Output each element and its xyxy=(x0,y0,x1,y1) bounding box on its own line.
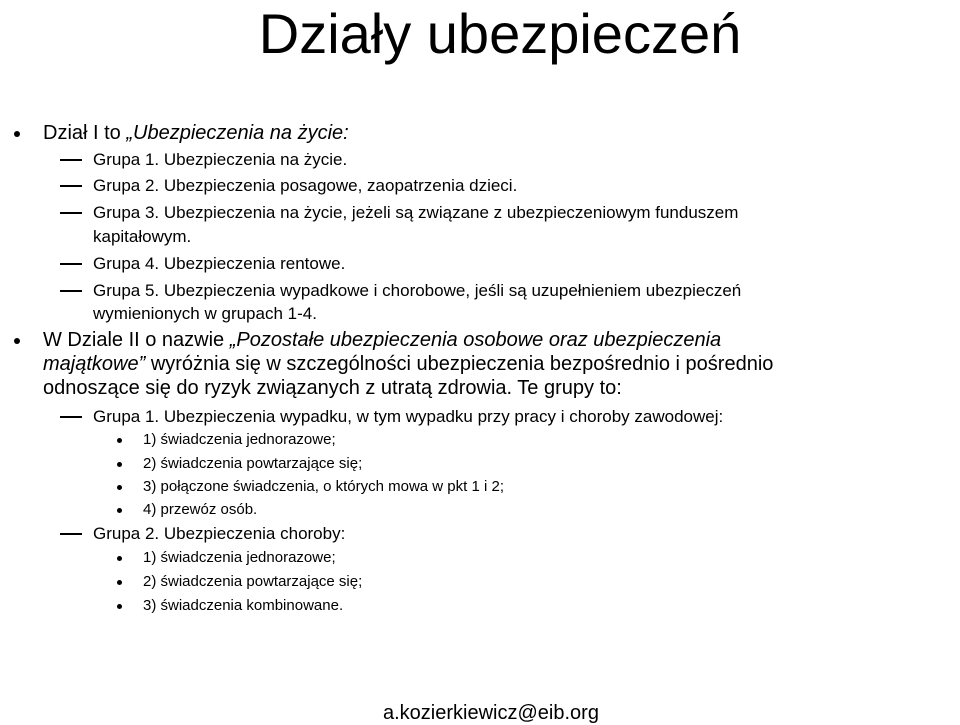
bullet-icon xyxy=(117,438,122,443)
group2-item-1: 1) świadczenia jednorazowe; xyxy=(143,549,336,566)
group-5-line-2: wymienionych w grupach 1-4. xyxy=(93,304,317,323)
section1-prefix: Dział I to xyxy=(43,122,127,144)
footer-email: a.kozierkiewicz@eib.org xyxy=(383,702,599,724)
bullet-icon xyxy=(117,462,122,467)
group1-item-3: 3) połączone świadczenia, o których mowa w pkt 1 i 2; xyxy=(143,478,505,495)
group1-item-2: 2) świadczenia powtarzające się; xyxy=(143,455,363,472)
section2-group-2: Grupa 2. Ubezpieczenia choroby: xyxy=(93,524,346,543)
section2-italic-2: majątkowe” xyxy=(43,353,146,375)
section2-line-1 xyxy=(43,329,721,352)
dash-icon xyxy=(60,416,82,418)
bullet-icon xyxy=(117,580,122,585)
dash-icon xyxy=(60,212,82,214)
group1-item-1: 1) świadczenia jednorazowe; xyxy=(143,431,336,448)
section2-prefix: W Dziale II o nazwie xyxy=(43,329,230,351)
bullet-icon xyxy=(117,485,122,490)
group2-item-3: 3) świadczenia kombinowane. xyxy=(143,597,344,614)
dash-icon xyxy=(60,185,82,187)
bullet-icon xyxy=(14,131,20,137)
group1-item-4: 4) przewóz osób. xyxy=(143,501,258,518)
bullet-icon xyxy=(117,556,122,561)
dash-icon xyxy=(60,159,82,161)
section2-line-3: odnoszące się do ryzyk związanych z utratą zdrowia. Te grupy to: xyxy=(43,377,622,399)
group-4-line: Grupa 4. Ubezpieczenia rentowe. xyxy=(93,254,346,273)
group2-item-2: 2) świadczenia powtarzające się; xyxy=(143,573,363,590)
group-2-line: Grupa 2. Ubezpieczenia posagowe, zaopatrzenia dzieci. xyxy=(93,176,518,195)
group-3-line-1: Grupa 3. Ubezpieczenia na życie, jeżeli są związane z ubezpieczeniowym funduszem xyxy=(93,203,739,222)
section1-italic: „Ubezpieczenia na życie: xyxy=(126,122,349,144)
slide-title: Działy ubezpieczeń xyxy=(258,2,742,65)
bullet-icon xyxy=(14,338,20,344)
section2-line-2 xyxy=(43,353,773,376)
group-5-line-1: Grupa 5. Ubezpieczenia wypadkowe i chorobowe, jeśli są uzupełnieniem ubezpieczeń xyxy=(93,281,742,300)
section1-heading xyxy=(43,122,349,145)
section2-italic-1: „Pozostałe ubezpieczenia osobowe oraz ubezpieczenia xyxy=(229,329,722,351)
bullet-icon xyxy=(117,508,122,513)
section2-line2-rest: wyróżnia się w szczególności ubezpieczenia bezpośrednio i pośrednio xyxy=(145,353,774,375)
group-1-line: Grupa 1. Ubezpieczenia na życie. xyxy=(93,150,348,169)
group-3-line-2: kapitałowym. xyxy=(93,227,192,246)
dash-icon xyxy=(60,533,82,535)
bullet-icon xyxy=(117,604,122,609)
dash-icon xyxy=(60,290,82,292)
section2-group-1: Grupa 1. Ubezpieczenia wypadku, w tym wypadku przy pracy i choroby zawodowej: xyxy=(93,407,724,426)
dash-icon xyxy=(60,263,82,265)
